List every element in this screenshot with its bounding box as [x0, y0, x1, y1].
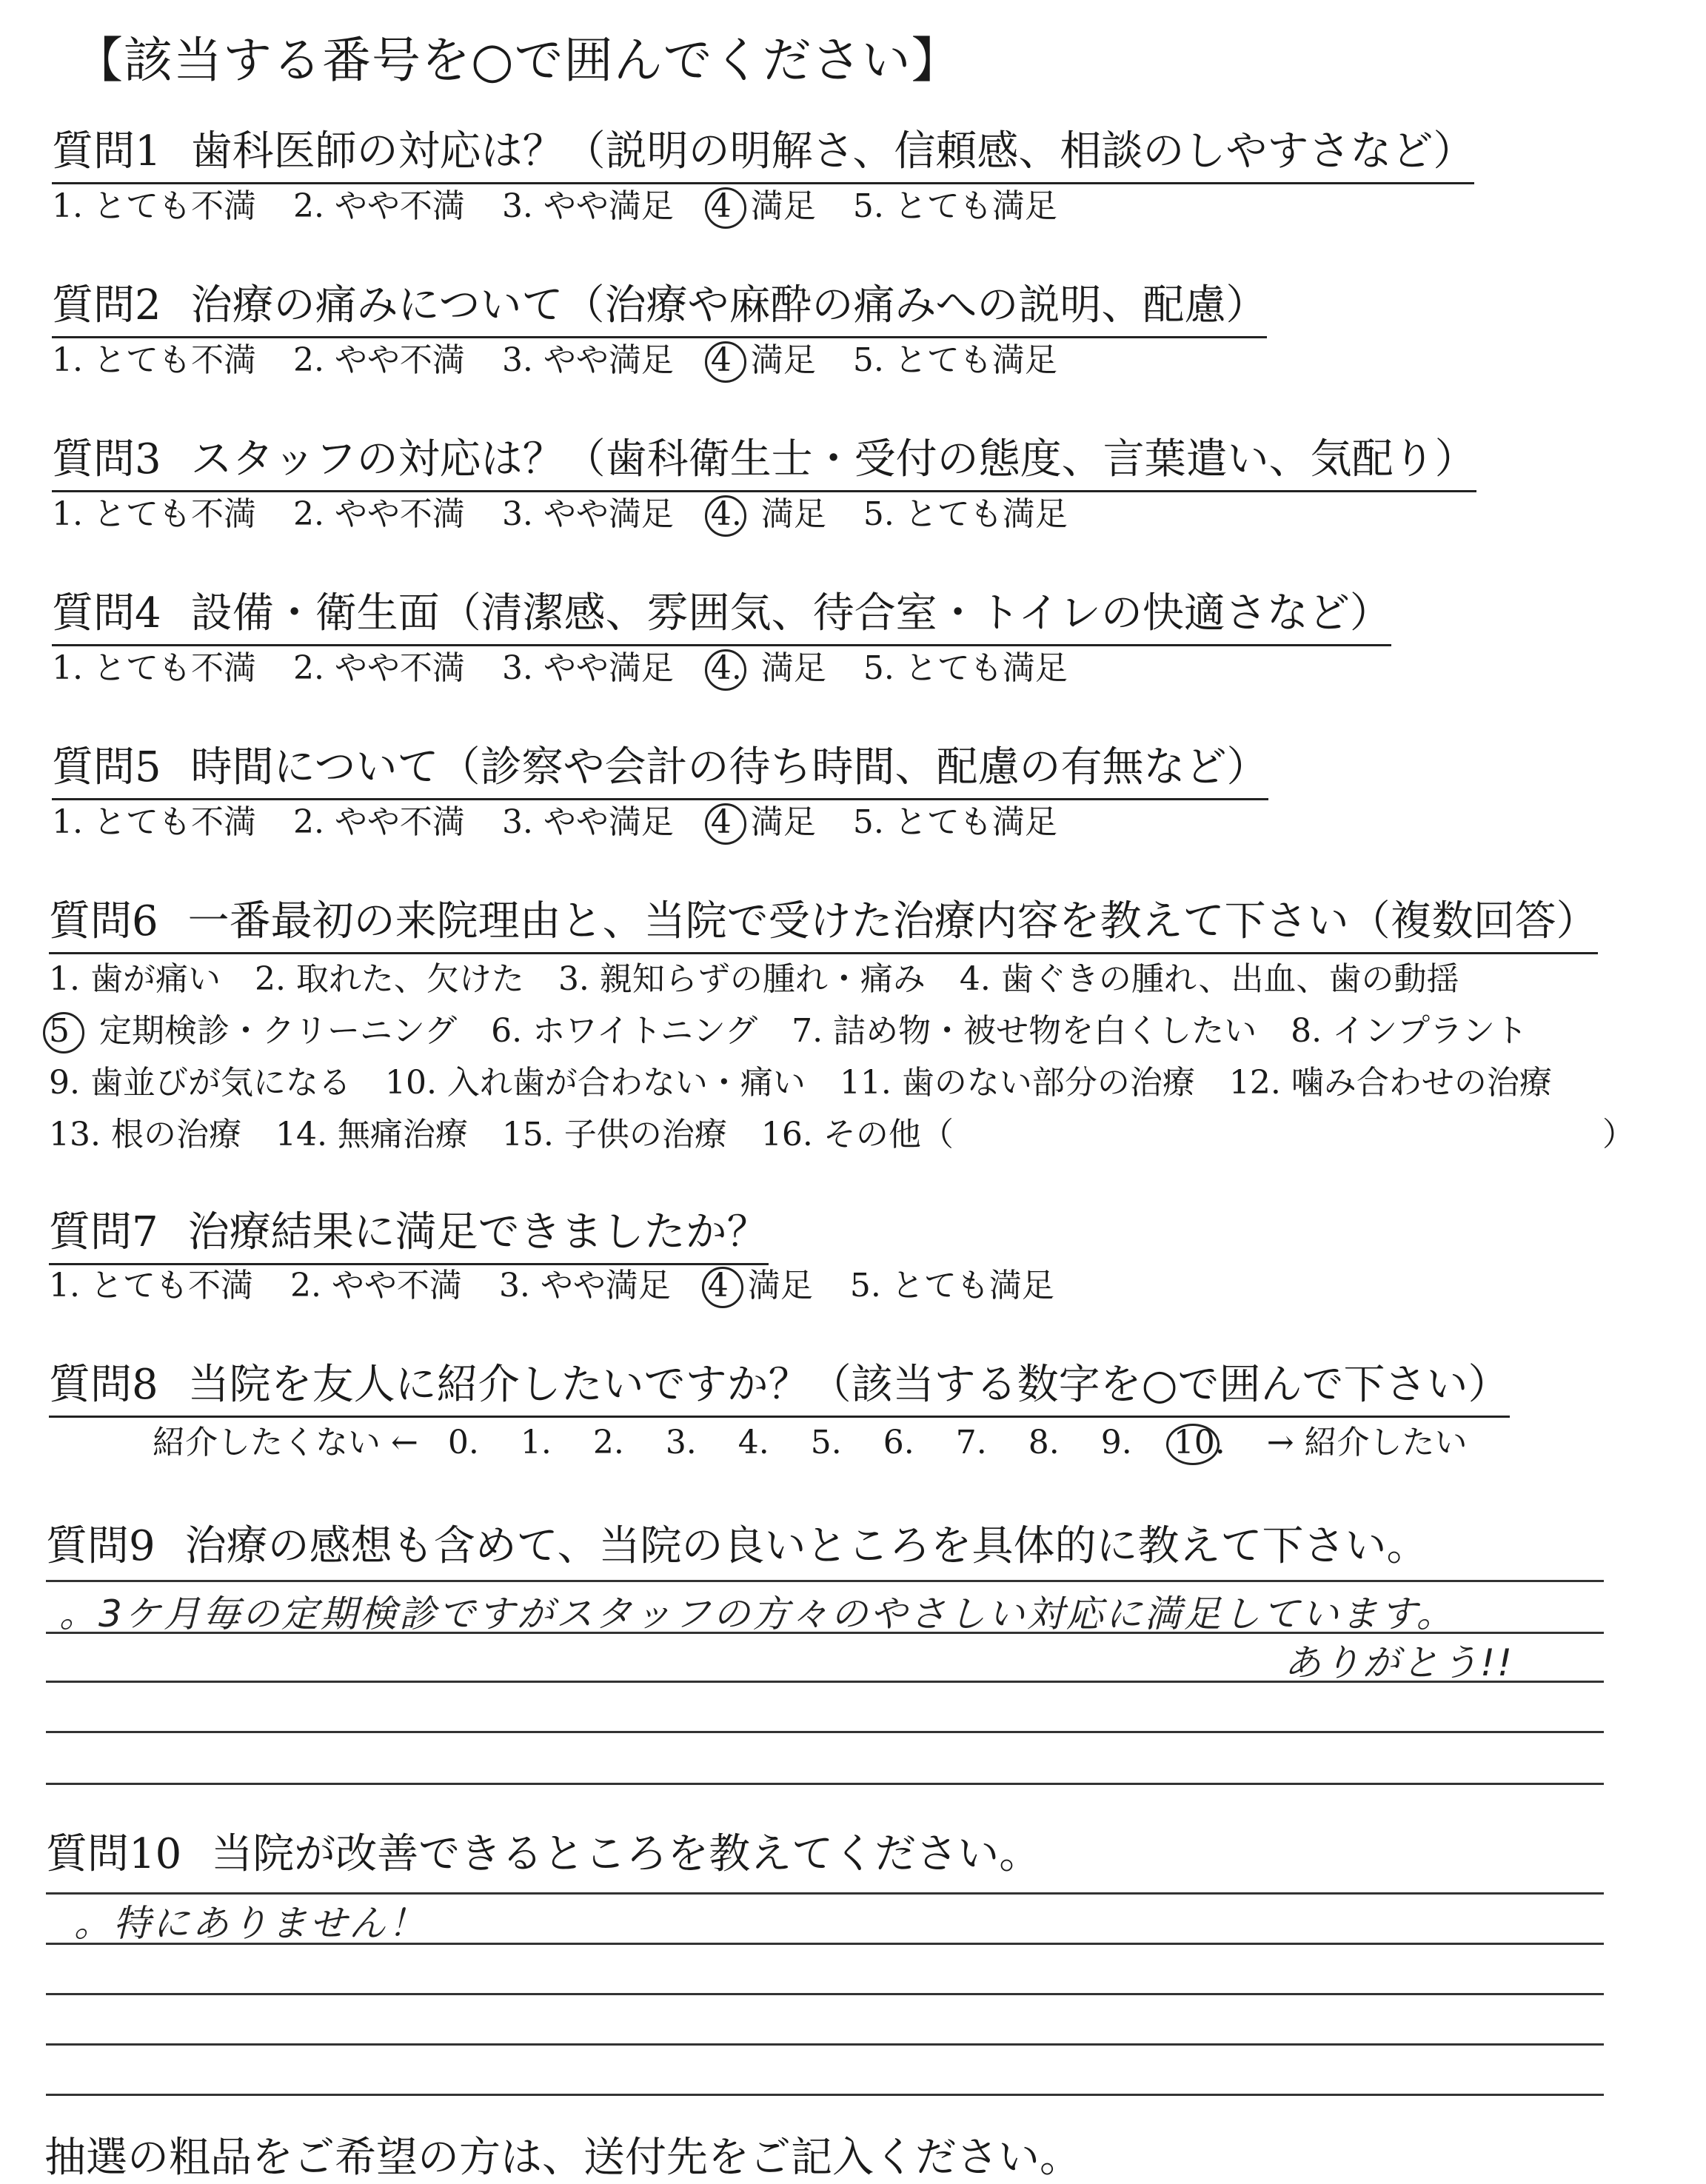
option-2[interactable]: 2. 取れた、欠けた	[254, 960, 524, 998]
question-2-title: 質問2 治療の痛みについて（治療や麻酔の痛みへの説明、配慮）	[52, 272, 1267, 338]
option-4-circled[interactable]: 4	[710, 187, 732, 225]
option-4-circled[interactable]: 4.	[710, 495, 742, 533]
answer-line	[46, 2043, 1604, 2046]
option-2[interactable]: 2. やや不満	[292, 803, 465, 841]
question-4-title: 質問4 設備・衛生面（清潔感、雰囲気、待合室・トイレの快適さなど）	[52, 580, 1391, 646]
option-4-circled[interactable]: 4.	[710, 649, 742, 687]
option-5[interactable]: 5. とても満足	[863, 495, 1068, 533]
option-10[interactable]: 10. 入れ歯が合わない・痛い	[384, 1064, 806, 1102]
option-9[interactable]: 9. 歯並びが気になる	[49, 1064, 351, 1102]
scale-0[interactable]: 0.	[447, 1424, 479, 1461]
scale-9[interactable]: 9.	[1100, 1424, 1132, 1461]
option-4[interactable]: 4. 歯ぐきの腫れ、出血、歯の動揺	[959, 960, 1459, 998]
option-13[interactable]: 13. 根の治療	[49, 1116, 241, 1153]
option-3[interactable]: 3. 親知らずの腫れ・痛み	[558, 960, 926, 998]
option-5[interactable]: 5. とても満足	[849, 1267, 1054, 1304]
option-5[interactable]: 5. とても満足	[852, 803, 1057, 841]
answer-line	[46, 1783, 1604, 1785]
scale-6[interactable]: 6.	[883, 1424, 914, 1461]
option-3[interactable]: 3. やや満足	[501, 187, 674, 225]
option-4-label: 満足	[760, 649, 826, 687]
answer-line	[46, 1993, 1604, 1995]
question-6-row-3	[49, 1056, 1586, 1103]
question-1-options	[52, 179, 1094, 227]
answer-line	[46, 2094, 1604, 2096]
option-15[interactable]: 15. 子供の治療	[501, 1116, 727, 1153]
option-4-label: 満足	[747, 1267, 813, 1304]
question-10-title: 質問10 当院が改善できるところを教えてください。	[46, 1830, 1041, 1878]
scale-1[interactable]: 1.	[520, 1424, 552, 1461]
question-6-row-2	[49, 1004, 1562, 1051]
question-6-title: 質問6 一番最初の来院理由と、当院で受けた治療内容を教えて下さい（複数回答）	[49, 888, 1598, 954]
option-1[interactable]: 1. 歯が痛い	[49, 960, 221, 998]
question-9-title: 質問9 治療の感想も含めて、当院の良いところを具体的に教えて下さい。	[46, 1522, 1428, 1570]
option-2[interactable]: 2. やや不満	[292, 341, 465, 379]
option-7[interactable]: 7. 詰め物・被せ物を白くしたい	[792, 1012, 1257, 1050]
form-instructions: 【該当する番号を○で囲んでください】	[74, 32, 961, 89]
answer-line	[46, 1731, 1604, 1733]
question-9-answer-line-1[interactable]: 。3ケ月毎の定期検診ですがスタッフの方々のやさしい対応に満足しています。	[59, 1592, 1456, 1635]
option-1[interactable]: 1. とても不満	[52, 495, 256, 533]
answer-line	[46, 1580, 1604, 1582]
option-3[interactable]: 3. やや満足	[501, 495, 674, 533]
option-4-label: 満足	[750, 341, 816, 379]
other-close-paren: ）	[1602, 1116, 1635, 1153]
scale-8[interactable]: 8.	[1028, 1424, 1060, 1461]
scale-2[interactable]: 2.	[592, 1424, 624, 1461]
option-5[interactable]: 5. とても満足	[852, 341, 1057, 379]
question-7-options	[49, 1259, 1091, 1306]
question-6-row-1	[49, 952, 1493, 999]
scale-10-circled[interactable]: 10.	[1173, 1424, 1225, 1461]
question-3-options	[52, 487, 1105, 535]
question-9-answer-line-2[interactable]: ありがとう!!	[1284, 1641, 1515, 1684]
scale-right-label: → 紹介したい	[1266, 1424, 1468, 1461]
option-2[interactable]: 2. やや不満	[290, 1267, 462, 1304]
option-1[interactable]: 1. とても不満	[52, 803, 256, 841]
scale-5[interactable]: 5.	[810, 1424, 842, 1461]
option-1[interactable]: 1. とても不満	[52, 341, 256, 379]
option-4-label: 満足	[750, 803, 816, 841]
option-1[interactable]: 1. とても不満	[52, 649, 256, 687]
option-5[interactable]: 5. とても満足	[852, 187, 1057, 225]
scale-7[interactable]: 7.	[955, 1424, 987, 1461]
question-5-title: 質問5 時間について（診察や会計の待ち時間、配慮の有無など）	[52, 734, 1268, 800]
option-1[interactable]: 1. とても不満	[49, 1267, 253, 1304]
option-5-circled[interactable]: 5	[49, 1012, 70, 1050]
question-6-row-4	[49, 1108, 988, 1155]
option-11[interactable]: 11. 歯のない部分の治療	[839, 1064, 1195, 1102]
option-3[interactable]: 3. やや満足	[501, 649, 674, 687]
question-3-title: 質問3 スタッフの対応は？（歯科衛生士・受付の態度、言葉遣い、気配り）	[52, 426, 1476, 492]
question-10-answer-line-1[interactable]: 。特にありません！	[74, 1902, 427, 1945]
option-4-circled[interactable]: 4	[707, 1267, 729, 1304]
option-4-label: 満足	[750, 187, 816, 225]
prize-address-instruction: 抽選の粗品をご希望の方は、送付先をご記入ください。	[44, 2134, 1081, 2182]
option-4-circled[interactable]: 4	[710, 803, 732, 841]
question-8-title: 質問8 当院を友人に紹介したいですか？（該当する数字を○で囲んで下さい）	[49, 1352, 1510, 1418]
question-7-title: 質問7 治療結果に満足できましたか？	[49, 1199, 769, 1265]
recommend-scale	[153, 1416, 1468, 1463]
option-2[interactable]: 2. やや不満	[292, 495, 465, 533]
option-3[interactable]: 3. やや満足	[501, 803, 674, 841]
question-5-options	[52, 795, 1094, 843]
scale-3[interactable]: 3.	[665, 1424, 697, 1461]
option-12[interactable]: 12. 噛み合わせの治療	[1228, 1064, 1552, 1102]
option-4-label: 満足	[760, 495, 826, 533]
question-1-title: 質問1 歯科医師の対応は？（説明の明解さ、信頼感、相談のしやすさなど）	[52, 118, 1474, 184]
option-8[interactable]: 8. インプラント	[1291, 1012, 1528, 1050]
option-1[interactable]: 1. とても不満	[52, 187, 256, 225]
option-6[interactable]: 6. ホワイトニング	[491, 1012, 758, 1050]
option-4-circled[interactable]: 4	[710, 341, 732, 379]
scale-left-label: 紹介したくない ←	[153, 1424, 418, 1461]
option-5-label: 定期検診・クリーニング	[99, 1012, 458, 1050]
option-14[interactable]: 14. 無痛治療	[275, 1116, 468, 1153]
scale-4[interactable]: 4.	[737, 1424, 769, 1461]
option-5[interactable]: 5. とても満足	[863, 649, 1068, 687]
question-4-options	[52, 641, 1105, 689]
option-3[interactable]: 3. やや満足	[498, 1267, 671, 1304]
question-2-options	[52, 333, 1094, 381]
option-2[interactable]: 2. やや不満	[292, 649, 465, 687]
option-16[interactable]: 16. その他（	[760, 1116, 954, 1153]
option-3[interactable]: 3. やや満足	[501, 341, 674, 379]
option-2[interactable]: 2. やや不満	[292, 187, 465, 225]
